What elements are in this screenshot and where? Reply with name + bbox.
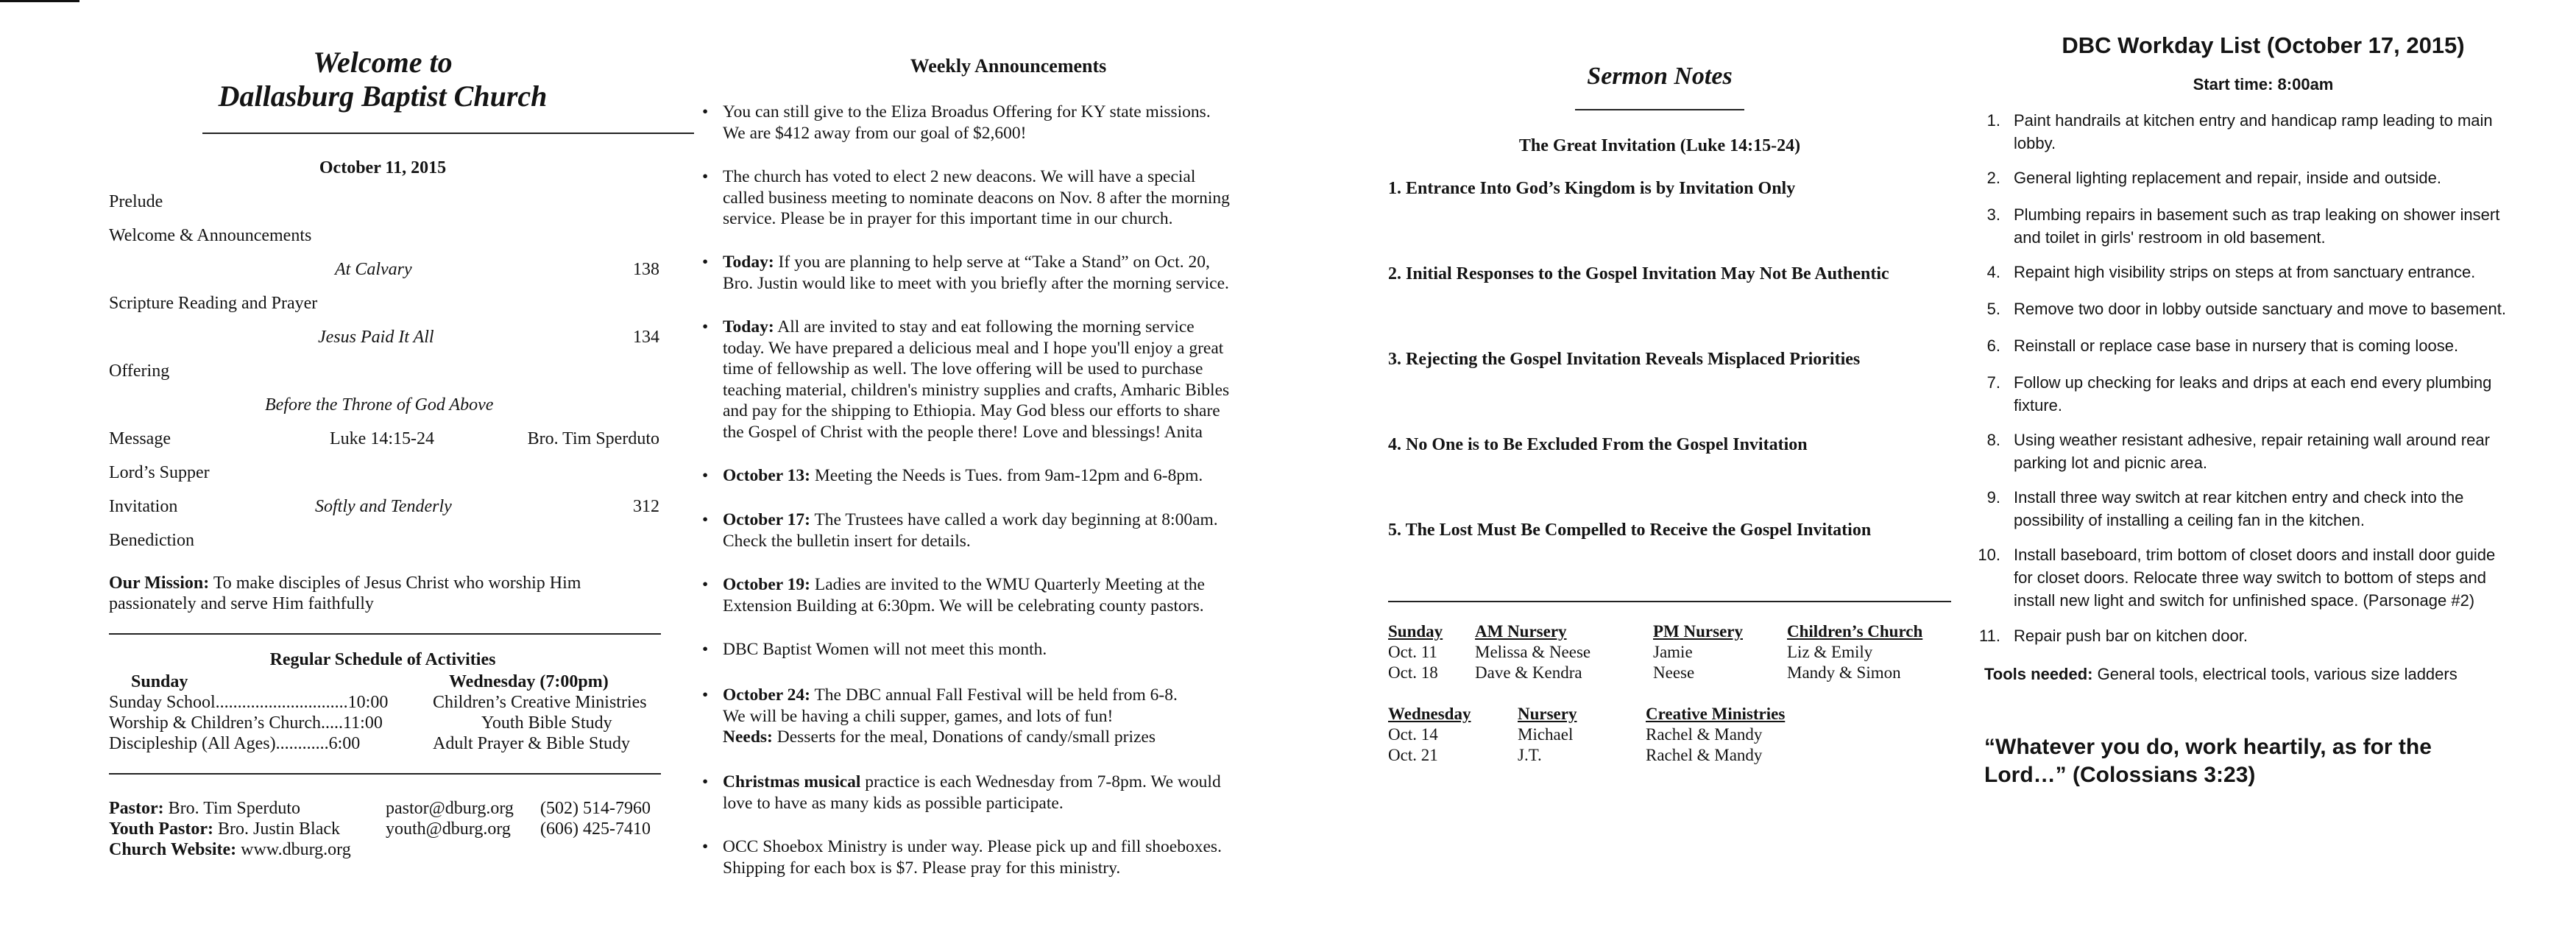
workday-task [1972, 486, 2561, 532]
pastor-email: pastor@dburg.org [386, 799, 514, 818]
workday-task [1972, 297, 2561, 320]
bulletin-date: October 11, 2015 [319, 158, 447, 177]
welcome-title-line1: Welcome to [313, 46, 453, 79]
announcement-text [723, 317, 1320, 442]
task-line: General lighting replacement and repair, inside and outside. [2014, 169, 2441, 187]
task-line: Paint handrails at kitchen entry and handicap ramp leading to main [2014, 111, 2493, 130]
announcement-line-text: Shipping for each box is $7. Please pray for this ministry. [723, 858, 1121, 878]
nursery-cell: Dave & Kendra [1475, 663, 1582, 682]
announcement-line [723, 685, 1320, 706]
task-line: Repaint high visibility strips on steps at from sanctuary entrance. [2014, 263, 2476, 281]
offering-song: Before the Throne of God Above [265, 395, 494, 415]
task-line: Install baseboard, trim bottom of closet doors and install door guide [2014, 546, 2496, 564]
sunday-item: Sunday School..............................10:00 [109, 693, 389, 712]
nursery-cell: Jamie [1653, 643, 1693, 661]
announcement-text [723, 574, 1320, 616]
task-line: install new light and switch for unfinished space. (Parsonage #2) [2014, 591, 2475, 610]
announcement-line-text: All are invited to stay and eat following the morning service [774, 317, 1195, 336]
website-url: www.dburg.org [236, 840, 351, 859]
announcement-line-text: Extension Building at 6:30pm. We will be celebrating county pastors. [723, 596, 1204, 616]
task-number: 1. [1986, 111, 2000, 130]
announcement-label: October 19: [723, 575, 810, 594]
wednesday-cell: Oct. 21 [1388, 746, 1438, 764]
mission-label: Our Mission: [109, 574, 210, 593]
announcement-line-text: Check the bulletin insert for details. [723, 531, 971, 551]
announcement-line-text: If you are planning to help serve at “Take a Stand” on Oct. 20, [774, 253, 1210, 272]
invitation-song: Softly and Tenderly [315, 497, 452, 516]
wednesday-col-header: Nursery [1518, 705, 1577, 723]
announcements-title: Weekly Announcements [910, 55, 1107, 77]
task-number: 5. [1986, 300, 2000, 318]
announcement-item [702, 166, 1320, 230]
announcement-item [702, 465, 1320, 487]
task-line: Repair push bar on kitchen door. [2014, 627, 2248, 645]
task-line: Remove two door in lobby outside sanctuary and move to basement. [2014, 300, 2506, 318]
task-text [2014, 624, 2561, 647]
announcement-label: October 17: [723, 510, 810, 529]
hymn-2-title: Jesus Paid It All [318, 328, 434, 347]
announcement-line [723, 208, 1320, 230]
bullet-icon: • [702, 640, 709, 659]
wednesday-cell: Rachel & Mandy [1646, 746, 1763, 764]
workday-task [1972, 166, 2561, 189]
announcement-line-text: OCC Shoebox Ministry is under way. Please pick up and fill shoeboxes. [723, 837, 1222, 856]
announcement-line-text: Meeting the Needs is Tues. from 9am-12pm and 6-8pm. [810, 466, 1203, 485]
wednesday-cell: Michael [1518, 725, 1574, 744]
announcement-line-text: The DBC annual Fall Festival will be held from 6-8. [810, 685, 1178, 705]
announcement-label: Christmas musical [723, 772, 861, 791]
hymn-1-title: At Calvary [335, 260, 412, 279]
tools-needed [1984, 663, 2458, 685]
announcement-line [723, 639, 1320, 660]
announcement-line-text: called business meeting to nominate deacons on Nov. 8 after the morning [723, 188, 1230, 208]
announcement-line [723, 188, 1320, 209]
nursery-cell: Mandy & Simon [1787, 663, 1901, 682]
task-line: parking lot and picnic area. [2014, 454, 2207, 472]
workday-title: DBC Workday List (October 17, 2015) [2062, 32, 2465, 58]
hymn-2-number: 134 [633, 328, 659, 347]
announcement-item [702, 102, 1320, 144]
announcement-line [723, 706, 1320, 727]
task-number: 10. [1978, 546, 2000, 564]
announcement-line-text: the Gospel of Christ with the people there! Love and blessings! Anita [723, 422, 1203, 442]
task-text [2014, 261, 2561, 283]
order-benediction: Benediction [109, 531, 194, 550]
announcement-item [702, 772, 1320, 814]
workday-task [1972, 371, 2561, 417]
task-text [2014, 109, 2561, 155]
schedule-divider [1388, 601, 1951, 602]
announcement-text [723, 166, 1320, 230]
scan-edge-line [0, 0, 79, 2]
hymn-1-number: 138 [633, 260, 659, 279]
wednesday-col-header: Wednesday [1388, 705, 1471, 723]
wednesday-item: Adult Prayer & Bible Study [433, 734, 630, 753]
welcome-panel [103, 0, 662, 938]
announcement-line [723, 401, 1320, 422]
youth-pastor-label: Youth Pastor: [109, 819, 213, 839]
workday-panel [1972, 0, 2576, 938]
announcement-text [723, 772, 1320, 814]
nursery-cell: Oct. 11 [1388, 643, 1437, 661]
announcement-label: Today: [723, 253, 774, 272]
order-scripture: Scripture Reading and Prayer [109, 294, 318, 313]
bullet-icon: • [702, 685, 709, 705]
bullet-icon: • [702, 253, 709, 272]
mission-divider [109, 633, 661, 635]
announcement-line [723, 422, 1320, 443]
announcement-line-text: Bro. Justin would like to meet with you briefly after the morning service. [723, 273, 1229, 293]
announcement-line-text: practice is each Wednesday from 7-8pm. We would [860, 772, 1221, 791]
task-line: possibility of installing a ceiling fan in the kitchen. [2014, 511, 2365, 529]
youth-pastor-line [109, 819, 340, 839]
task-text [2014, 371, 2561, 417]
bullet-icon: • [702, 575, 709, 594]
wednesday-col-header: Creative Ministries [1646, 705, 1786, 723]
task-number: 3. [1986, 205, 2000, 224]
announcement-text [723, 102, 1320, 144]
website-label: Church Website: [109, 840, 237, 859]
announcement-line-text: We will be having a chili supper, games, and lots of fun! [723, 706, 1114, 726]
task-text [2014, 486, 2561, 532]
announcement-needs-line [723, 727, 1320, 748]
task-line: Using weather resistant adhesive, repair retaining wall around rear [2014, 431, 2490, 449]
order-message: Message [109, 429, 171, 448]
bullet-icon: • [702, 317, 709, 336]
sermon-point: 4. No One is to Be Excluded From the Gospel Invitation [1388, 435, 1808, 454]
nursery-cell: Oct. 18 [1388, 663, 1438, 682]
announcement-line [723, 836, 1320, 858]
nursery-cell: Melissa & Neese [1475, 643, 1591, 661]
youth-pastor-name: Bro. Justin Black [213, 819, 340, 839]
task-number: 4. [1986, 263, 2000, 281]
announcement-item [702, 639, 1320, 660]
workday-task [1972, 203, 2561, 249]
nursery-cell: Neese [1653, 663, 1695, 682]
workday-task [1972, 334, 2561, 357]
task-number: 8. [1986, 431, 2000, 449]
schedule-title: Regular Schedule of Activities [269, 650, 496, 669]
schedule-wednesday-header: Wednesday (7:00pm) [449, 672, 609, 691]
announcement-line [723, 772, 1320, 793]
task-number: 2. [1986, 169, 2000, 187]
order-offering: Offering [109, 362, 170, 381]
scripture-quote-line1: “Whatever you do, work heartily, as for the [1984, 735, 2432, 759]
task-line: Reinstall or replace case base in nursery that is coming loose. [2014, 336, 2459, 355]
order-invitation: Invitation [109, 497, 178, 516]
task-text [2014, 297, 2561, 320]
announcement-line-text: service. Please be in prayer for this important time in our church. [723, 209, 1173, 228]
workday-task [1972, 261, 2561, 283]
announcement-item [702, 317, 1320, 442]
task-line: fixture. [2014, 396, 2063, 415]
announcement-line [723, 380, 1320, 401]
announcement-item [702, 509, 1320, 551]
bullet-icon: • [702, 167, 709, 186]
announcement-line-text: The Trustees have called a work day beginning at 8:00am. [810, 510, 1218, 529]
announcement-line-text: love to have as many kids as possible participate. [723, 793, 1064, 813]
workday-task [1972, 543, 2561, 612]
bullet-icon: • [702, 466, 709, 485]
needs-label: Needs: [723, 727, 773, 747]
task-line: lobby. [2014, 134, 2056, 152]
announcement-text [723, 836, 1320, 878]
task-line: Plumbing repairs in basement such as trap leaking on shower insert [2014, 205, 2500, 224]
task-text [2014, 203, 2561, 249]
workday-start-time: Start time: 8:00am [2193, 75, 2334, 94]
announcement-item [702, 252, 1320, 294]
announcement-item [702, 574, 1320, 616]
sermon-point: 2. Initial Responses to the Gospel Invitation May Not Be Authentic [1388, 264, 1889, 283]
wednesday-item: Children’s Creative Ministries [433, 693, 647, 712]
announcement-text [723, 252, 1320, 294]
pastor-line [109, 798, 300, 819]
task-text [2014, 334, 2561, 357]
wednesday-item: Youth Bible Study [481, 713, 612, 733]
needs-text: Desserts for the meal, Donations of candy/small prizes [772, 727, 1156, 747]
announcement-line-text: The church has voted to elect 2 new deacons. We will have a special [723, 167, 1196, 186]
announcement-text [723, 685, 1320, 748]
bullet-icon: • [702, 837, 709, 856]
sunday-item: Discipleship (All Ages)............6:00 [109, 734, 361, 753]
youth-pastor-email: youth@dburg.org [386, 819, 511, 839]
announcement-line [723, 596, 1320, 617]
task-line: and toilet in girls' restroom in old basement. [2014, 228, 2326, 247]
welcome-title-line2: Dallasburg Baptist Church [218, 80, 548, 113]
sermon-subtitle: The Great Invitation (Luke 14:15-24) [1518, 136, 1801, 155]
announcement-item [702, 685, 1320, 748]
announcement-line-text: Ladies are invited to the WMU Quarterly Meeting at the [810, 575, 1205, 594]
order-lords-supper: Lord’s Supper [109, 463, 210, 482]
nursery-col-header: Children’s Church [1787, 622, 1923, 641]
bullet-icon: • [702, 510, 709, 529]
announcement-text [723, 465, 1320, 487]
nursery-col-header: Sunday [1388, 622, 1443, 641]
wednesday-cell: J.T. [1518, 746, 1542, 764]
website-line [109, 839, 351, 860]
nursery-col-header: AM Nursery [1475, 622, 1567, 641]
announcement-line-text: You can still give to the Eliza Broadus Offering for KY state missions. [723, 102, 1211, 121]
announcements-panel [692, 0, 1325, 938]
bullet-icon: • [702, 102, 709, 121]
task-line: Follow up checking for leaks and drips at each end every plumbing [2014, 373, 2492, 392]
mission-text-line2: passionately and serve Him faithfully [109, 594, 374, 613]
announcement-line [723, 509, 1320, 531]
task-text [2014, 429, 2561, 474]
wednesday-cell: Rachel & Mandy [1646, 725, 1763, 744]
sermon-title-divider [1575, 109, 1744, 110]
task-text [2014, 166, 2561, 189]
workday-task [1972, 109, 2561, 155]
announcement-line [723, 359, 1320, 380]
title-divider [202, 133, 694, 134]
announcement-line [723, 166, 1320, 188]
pastor-phone: (502) 514-7960 [540, 799, 651, 818]
announcement-line [723, 858, 1320, 879]
pastor-label: Pastor: [109, 799, 164, 818]
announcement-line [723, 123, 1320, 144]
announcement-line [723, 574, 1320, 596]
announcement-line-text: and pay for the shipping to Ethiopia. May God bless our efforts to share [723, 401, 1220, 420]
nursery-cell: Liz & Emily [1787, 643, 1873, 661]
sermon-point: 1. Entrance Into God’s Kingdom is by Invitation Only [1388, 179, 1796, 198]
announcement-label: October 13: [723, 466, 810, 485]
order-prelude: Prelude [109, 192, 163, 211]
bullet-icon: • [702, 772, 709, 791]
sermon-panel [1369, 0, 1958, 938]
announcement-line [723, 102, 1320, 123]
message-reference: Luke 14:15-24 [330, 429, 434, 448]
task-line: for closet doors. Relocate three way switch to bottom of steps and [2014, 568, 2486, 587]
wednesday-cell: Oct. 14 [1388, 725, 1438, 744]
schedule-divider [109, 773, 661, 775]
announcement-line-text: DBC Baptist Women will not meet this month. [723, 640, 1047, 659]
sermon-point: 3. Rejecting the Gospel Invitation Reveals Misplaced Priorities [1388, 350, 1861, 369]
order-welcome: Welcome & Announcements [109, 226, 312, 245]
announcement-line-text: teaching material, children's ministry supplies and crafts, Amharic Bibles [723, 380, 1230, 400]
sermon-title: Sermon Notes [1587, 63, 1733, 90]
announcement-line [723, 317, 1320, 338]
mission-text: To make disciples of Jesus Christ who worship Him [209, 574, 581, 593]
announcement-label: October 24: [723, 685, 810, 705]
announcement-text [723, 639, 1320, 660]
announcement-line [723, 252, 1320, 273]
invitation-number: 312 [633, 497, 659, 516]
announcement-line [723, 338, 1320, 359]
task-number: 6. [1986, 336, 2000, 355]
task-number: 9. [1986, 488, 2000, 507]
nursery-col-header: PM Nursery [1653, 622, 1743, 641]
workday-task [1972, 624, 2561, 647]
pastor-name: Bro. Tim Sperduto [163, 799, 301, 818]
announcement-line-text: time of fellowship as well. The love offering will be used to purchase [723, 359, 1203, 378]
task-number: 7. [1986, 373, 2000, 392]
announcement-line [723, 793, 1320, 814]
schedule-sunday-header: Sunday [131, 672, 188, 691]
task-number: 11. [1979, 627, 2000, 645]
workday-task [1972, 429, 2561, 474]
mission-statement [109, 573, 581, 593]
announcement-label: Today: [723, 317, 774, 336]
sermon-point: 5. The Lost Must Be Compelled to Receive the Gospel Invitation [1388, 521, 1872, 540]
youth-pastor-phone: (606) 425-7410 [540, 819, 651, 839]
sunday-item: Worship & Children’s Church.....11:00 [109, 713, 383, 733]
announcement-text [723, 509, 1320, 551]
scripture-quote-line2: Lord…” (Colossians 3:23) [1984, 763, 2256, 787]
message-speaker: Bro. Tim Sperduto [527, 429, 659, 448]
tools-label: Tools needed: [1984, 665, 2093, 683]
announcement-item [702, 836, 1320, 878]
announcement-line [723, 531, 1320, 552]
announcement-line [723, 465, 1320, 487]
task-line: Install three way switch at rear kitchen entry and check into the [2014, 488, 2464, 507]
announcement-line [723, 273, 1320, 295]
tools-text: General tools, electrical tools, various size ladders [2092, 665, 2458, 683]
announcement-line-text: We are $412 away from our goal of $2,600! [723, 123, 1027, 143]
task-text [2014, 543, 2561, 612]
announcement-line-text: today. We have prepared a delicious meal and I hope you'll enjoy a great [723, 338, 1224, 358]
